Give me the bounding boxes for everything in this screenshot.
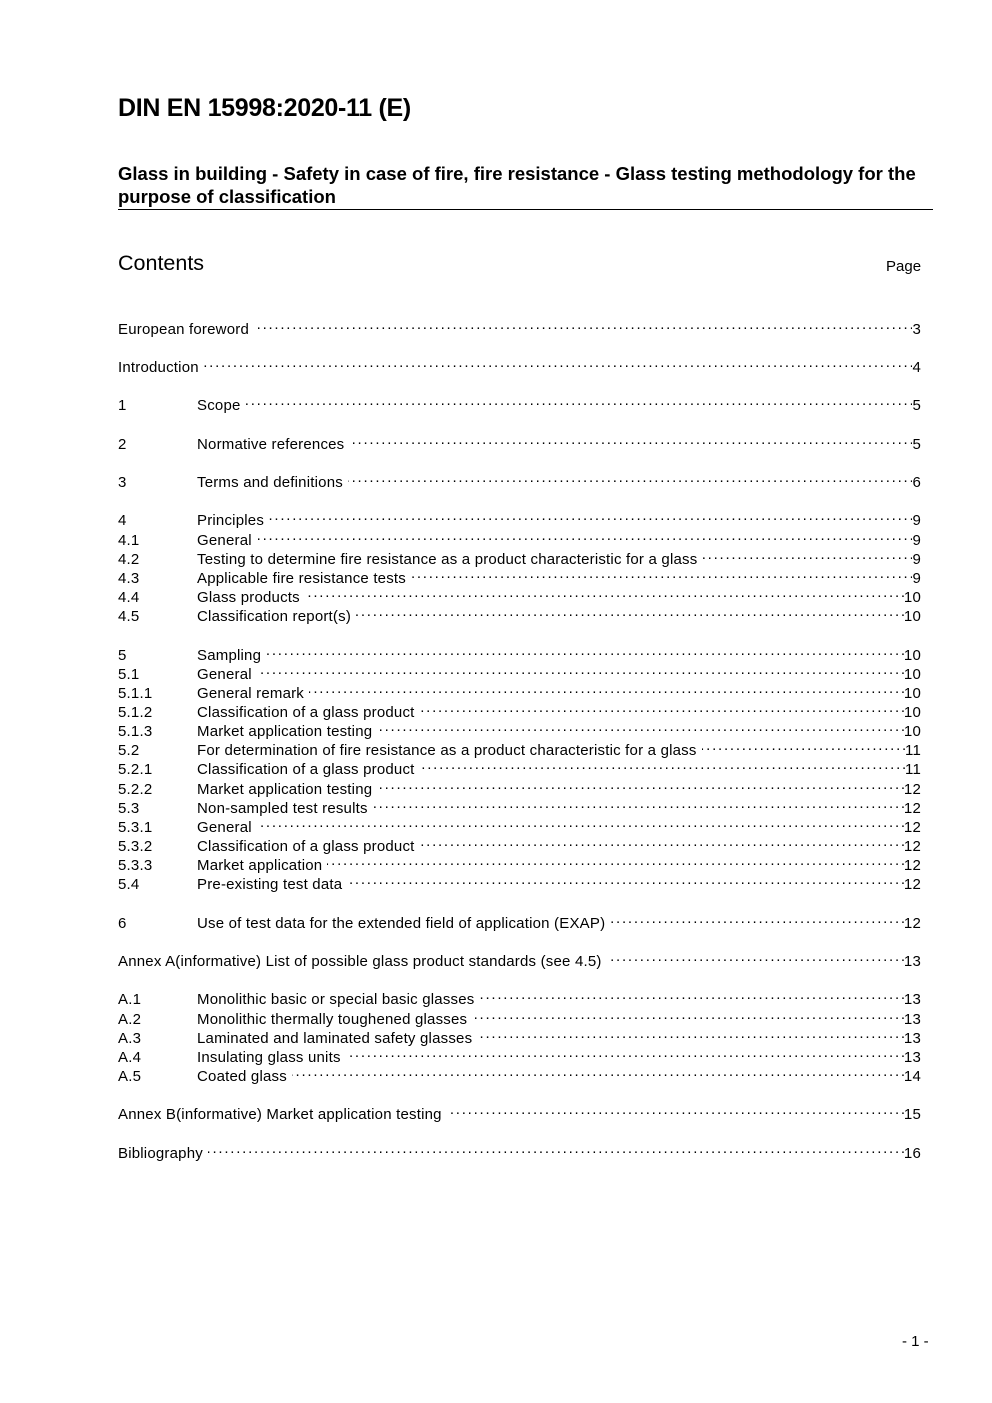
toc-entry-number: A.1: [118, 991, 142, 1008]
toc-entry-page: 12: [903, 915, 921, 932]
toc-entry-title: Classification of a glass product: [197, 761, 415, 778]
toc-entry-number: 6: [118, 915, 127, 932]
toc-entry-title: Use of test data for the extended field of application (EXAP): [197, 915, 606, 932]
toc-entry-leader: [208, 1139, 904, 1158]
toc-entry-number: 5.1.2: [118, 704, 153, 721]
toc-entry-leader: [477, 1024, 904, 1043]
toc-entry-leader: [204, 353, 913, 372]
toc-entry[interactable]: [118, 851, 921, 874]
toc-entry[interactable]: [118, 391, 921, 414]
toc-entry-page: 12: [903, 838, 921, 855]
toc-entry-title: General: [197, 532, 252, 549]
toc-entry-number: 1: [118, 397, 127, 414]
toc-entry-leader: [610, 909, 904, 928]
toc-entry[interactable]: [118, 526, 921, 549]
toc-entry[interactable]: [118, 564, 921, 587]
toc-entry-leader: [349, 430, 912, 449]
toc-entry-page: 10: [903, 685, 921, 702]
toc-entry-leader: [411, 564, 912, 583]
toc-entry-page: 11: [905, 761, 921, 778]
toc-entry-number: 5: [118, 647, 127, 664]
toc-entry[interactable]: [118, 717, 921, 740]
toc-entry-title: Monolithic basic or special basic glasses: [197, 991, 475, 1008]
toc-entry-leader: [480, 985, 904, 1004]
toc-entry[interactable]: [118, 1100, 921, 1123]
toc-entry-number: 5.1: [118, 666, 140, 683]
toc-entry-number: 4.1: [118, 532, 140, 549]
toc-entry-page: 12: [903, 819, 921, 836]
toc-entry-page: 5: [912, 436, 921, 453]
toc-entry-leader: [377, 717, 904, 736]
toc-entry-title: Classification report(s): [197, 608, 352, 625]
toc-entry-leader: [305, 583, 904, 602]
page-column-label: Page: [886, 258, 922, 275]
toc-entry-page: 10: [903, 704, 921, 721]
toc-entry-number: A.3: [118, 1030, 142, 1047]
toc-entry-leader: [269, 506, 912, 525]
toc-entry[interactable]: [118, 909, 921, 932]
toc-entry-leader: [347, 870, 904, 889]
toc-entry[interactable]: [118, 1024, 921, 1047]
toc-entry-page: 11: [905, 742, 921, 759]
toc-entry[interactable]: [118, 736, 921, 759]
toc-entry[interactable]: [118, 985, 921, 1008]
toc-entry-leader: [346, 1043, 904, 1062]
toc-entry-title: Market application: [197, 857, 323, 874]
toc-entry-leader: [420, 832, 904, 851]
toc-entry-page: 13: [903, 1011, 921, 1028]
toc-entry-title: Scope: [197, 397, 241, 414]
toc-entry-number: 5.3.2: [118, 838, 153, 855]
toc-entry-title: European foreword: [118, 321, 249, 338]
toc-entry-page: 13: [903, 1030, 921, 1047]
toc-entry-title: Terms and definitions: [197, 474, 343, 491]
toc-entry-leader: [607, 947, 904, 966]
toc-entry-page: 9: [912, 532, 921, 549]
toc-entry[interactable]: [118, 1062, 921, 1085]
toc-entry-leader: [447, 1100, 904, 1119]
toc-entry-title: General remark: [197, 685, 305, 702]
toc-entry-leader: [420, 755, 905, 774]
toc-entry-title: Insulating glass units: [197, 1049, 341, 1066]
toc-entry-title: General: [197, 819, 252, 836]
toc-entry-title: For determination of fire resistance as a product characteristic for a glass: [197, 742, 697, 759]
toc-entry-page: 4: [912, 359, 921, 376]
toc-entry-page: 12: [903, 857, 921, 874]
toc-entry-leader: [257, 526, 913, 545]
toc-entry-title: Glass products: [197, 589, 300, 606]
toc-entry-title: Introduction: [118, 359, 199, 376]
document-id: DIN EN 15998:2020-11 (E): [118, 94, 411, 122]
toc-entry-leader: [257, 660, 904, 679]
toc-entry-leader: [702, 736, 905, 755]
toc-entry-number: 5.3: [118, 800, 140, 817]
toc-entry-leader: [472, 1005, 904, 1024]
toc-entry-leader: [373, 794, 904, 813]
toc-entry-page: 16: [903, 1145, 921, 1162]
toc-entry[interactable]: [118, 870, 921, 893]
toc-entry-leader: [254, 315, 912, 334]
toc-entry-page: 3: [912, 321, 921, 338]
toc-entry[interactable]: [118, 755, 921, 778]
toc-entry-leader: [420, 698, 904, 717]
toc-entry-number: 4: [118, 512, 127, 529]
toc-entry[interactable]: [118, 641, 921, 664]
toc-entry[interactable]: [118, 430, 921, 453]
toc-entry[interactable]: [118, 545, 921, 568]
toc-entry-number: 4.4: [118, 589, 140, 606]
toc-entry[interactable]: [118, 353, 921, 376]
toc-entry-title: Classification of a glass product: [197, 704, 415, 721]
document-title: Glass in building - Safety in case of fire, fire resistance - Glass testing methodology for the purpose of classification: [118, 162, 933, 210]
toc-entry-leader: [377, 775, 904, 794]
toc-entry-page: 9: [912, 512, 921, 529]
toc-entry-page: 10: [903, 589, 921, 606]
toc-entry[interactable]: [118, 602, 921, 625]
toc-entry-leader: [702, 545, 912, 564]
contents-heading: Contents: [118, 251, 205, 275]
toc-entry-number: 5.2: [118, 742, 140, 759]
toc-entry-title: Principles: [197, 512, 265, 529]
toc-entry[interactable]: [118, 468, 921, 491]
toc-entry-number: 5.4: [118, 876, 140, 893]
toc-entry-title: Normative references: [197, 436, 345, 453]
toc-entry-number: 4.2: [118, 551, 140, 568]
toc-entry-number: 5.3.1: [118, 819, 153, 836]
toc-entry[interactable]: [118, 679, 921, 702]
toc-entry-leader: [348, 468, 913, 487]
toc-entry-title: Monolithic thermally toughened glasses: [197, 1011, 468, 1028]
toc-entry-number: A.5: [118, 1068, 142, 1085]
toc-entry-page: 12: [903, 876, 921, 893]
toc-entry-page: 13: [903, 1049, 921, 1066]
toc-entry-page: 6: [912, 474, 921, 491]
toc-entry-title: Applicable fire resistance tests: [197, 570, 406, 587]
toc-entry-title: Bibliography: [118, 1145, 203, 1162]
toc-entry-title: General: [197, 666, 252, 683]
toc-entry-title: Sampling: [197, 647, 262, 664]
toc-entry[interactable]: [118, 1043, 921, 1066]
toc-entry-page: 9: [912, 551, 921, 568]
toc-entry-number: 5.1.1: [118, 685, 153, 702]
toc-entry-leader: [246, 391, 913, 410]
toc-entry-page: 10: [903, 723, 921, 740]
toc-entry-leader: [257, 813, 904, 832]
toc-entry-number: 4.3: [118, 570, 140, 587]
toc-entry-number: A.2: [118, 1011, 142, 1028]
toc-entry-title: Pre-existing test data: [197, 876, 343, 893]
toc-entry-page: 12: [903, 781, 921, 798]
toc-entry-number: A.4: [118, 1049, 142, 1066]
toc-entry-page: 13: [903, 953, 921, 970]
toc-entry-page: 14: [903, 1068, 921, 1085]
toc-entry-title: Annex A(informative) List of possible glass product standards (see 4.5): [118, 953, 602, 970]
page-number: - 1 -: [902, 1333, 929, 1350]
toc-entry-title: Market application testing: [197, 723, 373, 740]
toc-entry-page: 10: [903, 608, 921, 625]
toc-entry-leader: [292, 1062, 904, 1081]
toc-entry-page: 12: [903, 800, 921, 817]
toc-entry-number: 5.3.3: [118, 857, 153, 874]
toc-entry[interactable]: [118, 583, 921, 606]
toc-entry-title: Market application testing: [197, 781, 373, 798]
toc-entry[interactable]: [118, 794, 921, 817]
toc-entry-leader: [327, 851, 904, 870]
toc-entry[interactable]: [118, 315, 921, 338]
toc-entry-title: Annex B(informative) Market application testing: [118, 1106, 442, 1123]
toc-entry-page: 15: [903, 1106, 921, 1123]
toc-entry[interactable]: [118, 947, 921, 970]
toc-entry[interactable]: [118, 698, 921, 721]
toc-entry-number: 4.5: [118, 608, 140, 625]
toc-entry[interactable]: [118, 813, 921, 836]
toc-entry[interactable]: [118, 1005, 921, 1028]
toc-entry-title: Classification of a glass product: [197, 838, 415, 855]
toc-entry-page: 9: [912, 570, 921, 587]
toc-entry-number: 2: [118, 436, 127, 453]
toc-entry[interactable]: [118, 775, 921, 798]
toc-entry[interactable]: [118, 506, 921, 529]
toc-entry-number: 5.2.2: [118, 781, 153, 798]
toc-entry-number: 5.1.3: [118, 723, 153, 740]
toc-entry-page: 10: [903, 666, 921, 683]
toc-entry-leader: [309, 679, 904, 698]
toc-entry[interactable]: [118, 660, 921, 683]
toc-entry-title: Testing to determine fire resistance as a product characteristic for a glass: [197, 551, 698, 568]
toc-entry-title: Laminated and laminated safety glasses: [197, 1030, 473, 1047]
toc-entry-page: 5: [912, 397, 921, 414]
toc-entry-page: 10: [903, 647, 921, 664]
toc-entry-number: 5.2.1: [118, 761, 153, 778]
toc-entry[interactable]: [118, 1139, 921, 1162]
toc-entry-number: 3: [118, 474, 127, 491]
toc-entry-title: Coated glass: [197, 1068, 287, 1085]
toc-entry-page: 13: [903, 991, 921, 1008]
toc-entry-leader: [266, 641, 904, 660]
toc-entry-title: Non-sampled test results: [197, 800, 368, 817]
toc-entry[interactable]: [118, 832, 921, 855]
toc-entry-leader: [356, 602, 904, 621]
